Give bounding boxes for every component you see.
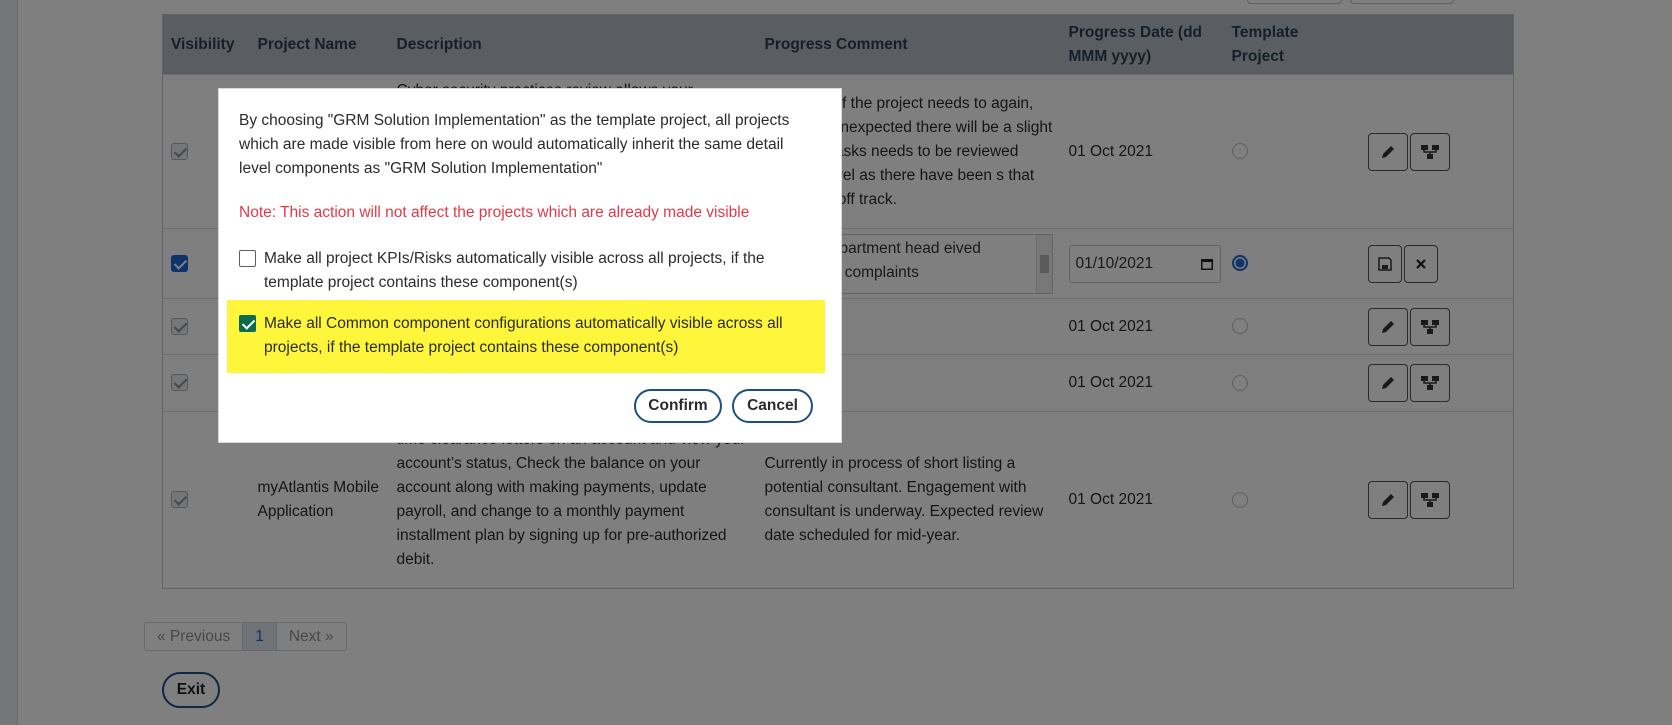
cancel-button[interactable]: Cancel <box>732 389 813 423</box>
kpi-risk-visibility-option[interactable] <box>227 242 825 300</box>
kpi-risk-visibility-label[interactable]: Make all project KPIs/Risks automatically visible across all projects, if the template project contains these component(s) <box>264 250 765 291</box>
confirm-button[interactable]: Confirm <box>634 389 722 423</box>
common-component-visibility-checkbox[interactable] <box>239 315 256 332</box>
kpi-risk-visibility-checkbox[interactable] <box>239 250 256 267</box>
common-component-visibility-label[interactable]: Make all Common component configurations automatically visible across all projects, if the template project contains these component(s) <box>264 315 783 356</box>
dialog-note: Note: This action will not affect the projects which are already made visible <box>239 204 750 221</box>
template-project-dialog <box>218 88 842 443</box>
dialog-message: By choosing "GRM Solution Implementation" as the template project, all projects which are made visible from here on would automatically inherit the same detail level components as "GRM Solution Implementation" <box>239 112 790 177</box>
common-component-visibility-option[interactable] <box>227 300 825 373</box>
